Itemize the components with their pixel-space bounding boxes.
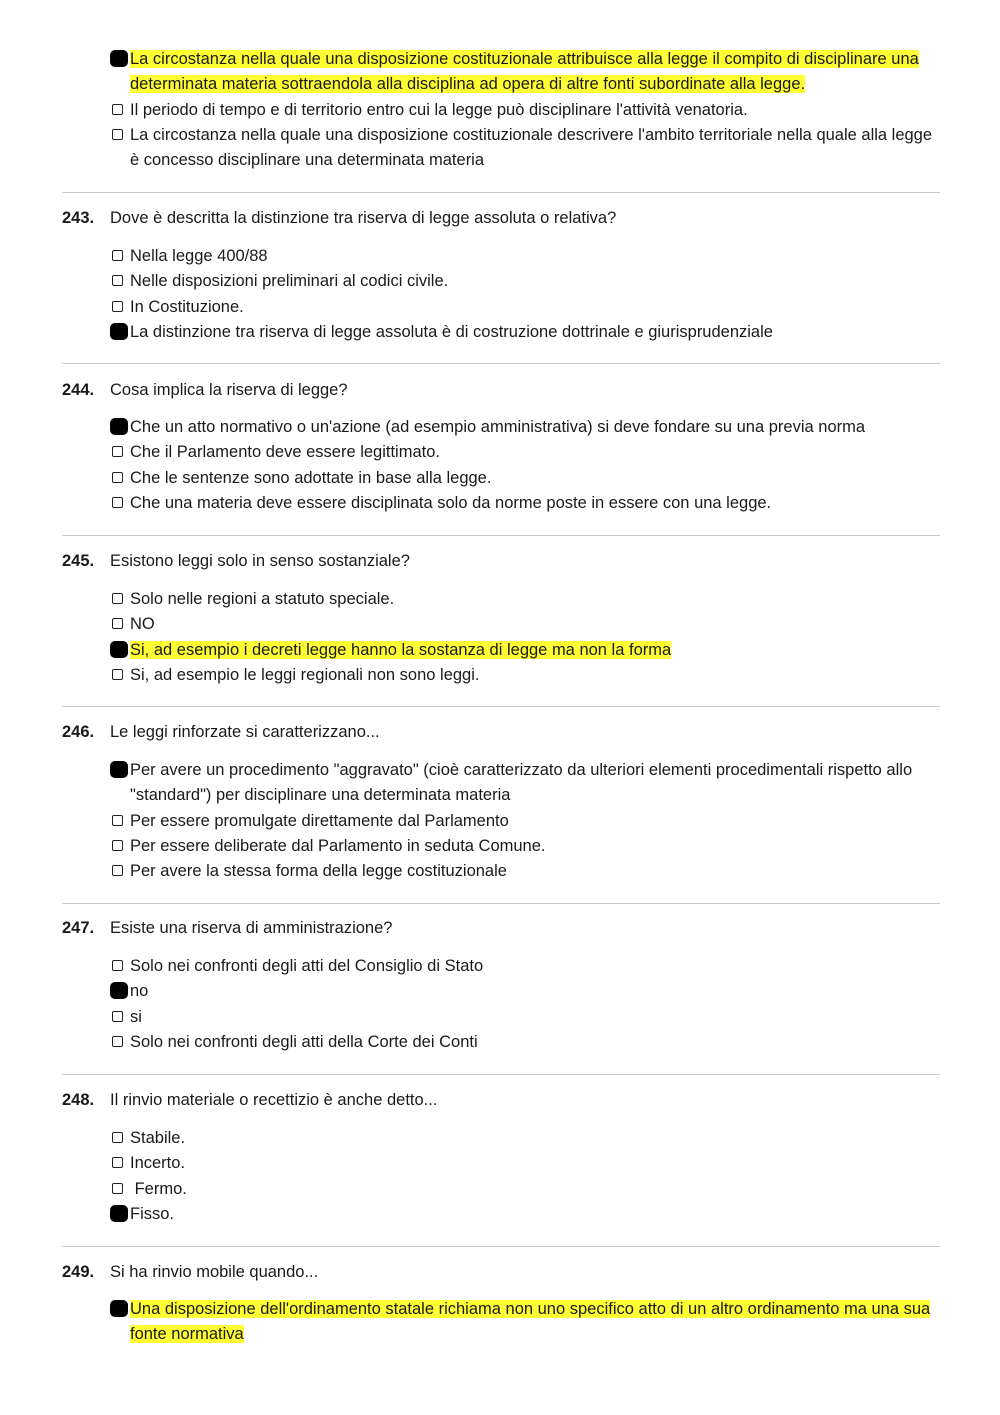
answer-option[interactable]: Per avere la stessa forma della legge costituzionale [112,859,942,884]
checkbox[interactable] [112,104,123,115]
checkbox[interactable] [112,669,123,680]
answer-list [112,415,942,516]
checkbox[interactable] [112,960,123,971]
question-text: Si ha rinvio mobile quando... [110,1263,319,1281]
question-divider [62,1246,940,1247]
answer-option[interactable]: Fisso. [112,1202,942,1227]
question-heading [62,720,380,745]
answer-option[interactable]: Solo nei confronti degli atti della Corte dei Conti [112,1030,942,1055]
answer-option[interactable]: La distinzione tra riserva di legge assoluta è di costruzione dottrinale e giurisprudenziale [112,320,942,345]
answer-option[interactable]: Che una materia deve essere disciplinata solo da norme poste in essere con una legge. [112,491,942,516]
checkbox[interactable] [112,472,123,483]
question-number: 246. [62,723,95,741]
question-heading [62,1088,437,1113]
question-text: Il rinvio materiale o recettizio è anche detto... [110,1091,438,1109]
question-number: 247. [62,919,95,937]
answer-option[interactable]: no [112,979,942,1004]
question-text: Cosa implica la riserva di legge? [110,381,348,399]
checkbox[interactable] [112,446,123,457]
question-number: 244. [62,381,95,399]
answer-list [112,954,942,1055]
answer-option[interactable]: La circostanza nella quale una disposizione costituzionale attribuisce alla legge il compito di disciplinare una determinata materia sottraendola alla disciplina ad opera di altre fonti subordinate alla legge. [112,47,942,98]
answer-option[interactable]: si [112,1005,942,1030]
answer-list [112,244,942,345]
checkbox[interactable] [112,497,123,508]
selected-marker[interactable] [110,323,128,340]
selected-marker[interactable] [110,1300,128,1317]
question-divider [62,1074,940,1075]
answer-option[interactable]: Una disposizione dell'ordinamento statale richiama non uno specifico atto di un altro ordinamento ma una sua fonte normativa [112,1297,942,1348]
selected-marker[interactable] [110,50,128,67]
question-text: Le leggi rinforzate si caratterizzano... [110,723,380,741]
question-divider [62,903,940,904]
answer-option[interactable]: Il periodo di tempo e di territorio entro cui la legge può disciplinare l'attività venatoria. [112,98,942,123]
question-number: 248. [62,1091,95,1109]
question-divider [62,363,940,364]
checkbox[interactable] [112,1183,123,1194]
checkbox[interactable] [112,593,123,604]
answer-option[interactable]: Che un atto normativo o un'azione (ad esempio amministrativa) si deve fondare su una previa norma [112,415,942,440]
checkbox[interactable] [112,250,123,261]
answer-option[interactable]: Nella legge 400/88 [112,244,942,269]
question-text: Esiste una riserva di amministrazione? [110,919,393,937]
question-text: Esistono leggi solo in senso sostanziale? [110,552,410,570]
question-text: Dove è descritta la distinzione tra riserva di legge assoluta o relativa? [110,209,617,227]
answer-option[interactable]: Che il Parlamento deve essere legittimato. [112,440,942,465]
selected-marker[interactable] [110,982,128,999]
answer-option[interactable]: Incerto. [112,1151,942,1176]
answer-option[interactable]: Solo nelle regioni a statuto speciale. [112,587,942,612]
answer-option[interactable]: Per avere un procedimento "aggravato" (cioè caratterizzato da ulteriori elementi procedimentali rispetto allo "standard") per disciplinare una determinata materia [112,758,942,809]
checkbox[interactable] [112,840,123,851]
answer-option[interactable]: Fermo. [112,1177,942,1202]
question-heading [62,1260,318,1285]
question-number: 243. [62,209,95,227]
answer-option[interactable]: Per essere promulgate direttamente dal Parlamento [112,809,942,834]
answer-option[interactable]: Si, ad esempio i decreti legge hanno la sostanza di legge ma non la forma [112,638,942,663]
question-number: 245. [62,552,95,570]
question-divider [62,192,940,193]
question-heading [62,916,392,941]
answer-list [112,1297,942,1348]
checkbox[interactable] [112,618,123,629]
answer-option[interactable]: NO [112,612,942,637]
answer-list [112,1126,942,1227]
selected-marker[interactable] [110,1205,128,1222]
answer-option[interactable]: Che le sentenze sono adottate in base alla legge. [112,466,942,491]
answer-option[interactable]: Nelle disposizioni preliminari al codici civile. [112,269,942,294]
question-heading [62,206,616,231]
answer-option[interactable]: La circostanza nella quale una disposizione costituzionale descrivere l'ambito territoriale nella quale alla legge è concesso disciplinare una determinata materia [112,123,942,174]
selected-marker[interactable] [110,641,128,658]
checkbox[interactable] [112,275,123,286]
question-number: 249. [62,1263,95,1281]
selected-marker[interactable] [110,418,128,435]
answer-list [112,587,942,688]
selected-marker[interactable] [110,761,128,778]
answer-option[interactable]: Stabile. [112,1126,942,1151]
checkbox[interactable] [112,815,123,826]
checkbox[interactable] [112,1011,123,1022]
answer-option[interactable]: Solo nei confronti degli atti del Consiglio di Stato [112,954,942,979]
question-heading [62,549,410,574]
continuation-answer-list [112,47,942,173]
question-heading [62,378,348,403]
question-divider [62,535,940,536]
answer-option[interactable]: In Costituzione. [112,295,942,320]
answer-list [112,758,942,884]
checkbox[interactable] [112,129,123,140]
answer-option[interactable]: Si, ad esempio le leggi regionali non sono leggi. [112,663,942,688]
checkbox[interactable] [112,1157,123,1168]
checkbox[interactable] [112,1036,123,1047]
checkbox[interactable] [112,1132,123,1143]
checkbox[interactable] [112,301,123,312]
checkbox[interactable] [112,865,123,876]
question-divider [62,706,940,707]
answer-option[interactable]: Per essere deliberate dal Parlamento in seduta Comune. [112,834,942,859]
